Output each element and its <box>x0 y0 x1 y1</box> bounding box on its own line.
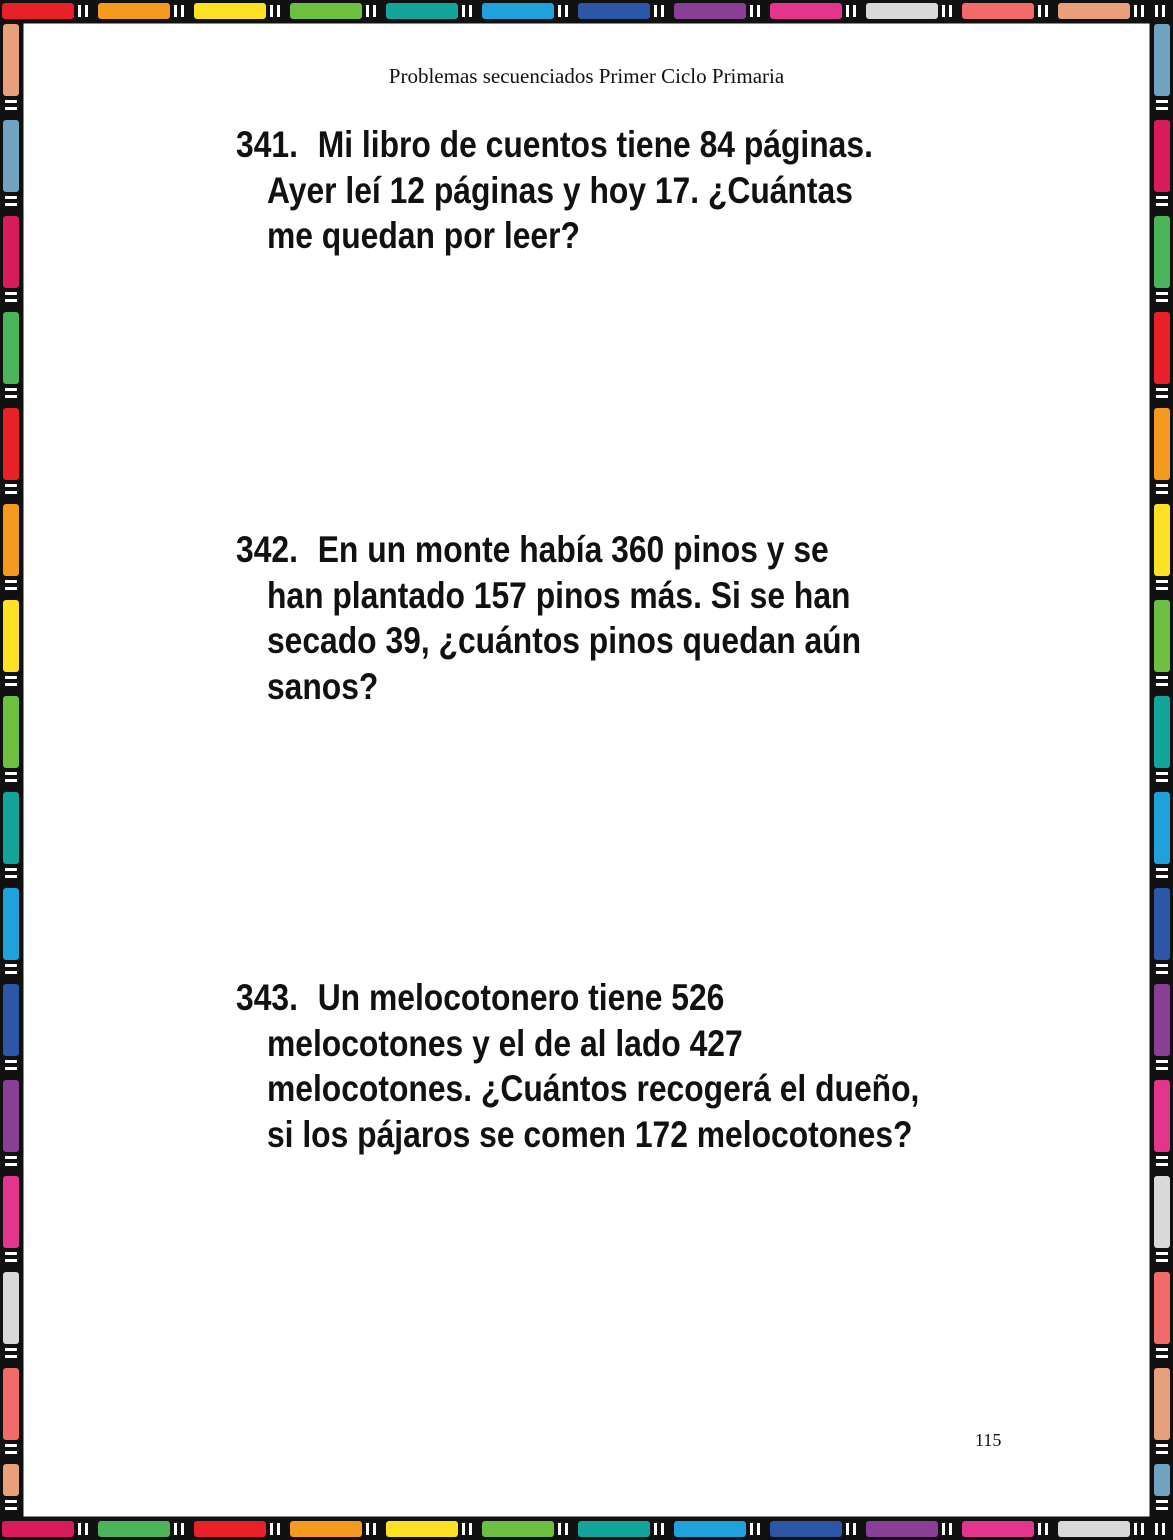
border-tick <box>366 1523 369 1535</box>
border-tick <box>85 5 88 17</box>
border-tick <box>1156 1163 1168 1166</box>
problem-text-line: han plantado 157 pinos más. Si se han <box>266 574 851 616</box>
border-tick <box>1156 1252 1168 1255</box>
border-segment <box>1154 1464 1170 1496</box>
border-segment <box>1154 888 1170 960</box>
border-tick <box>5 1444 17 1447</box>
border-segment <box>386 3 458 19</box>
border-segment <box>3 312 19 384</box>
problem-text-line: melocotones. ¿Cuántos recogerá el dueño, <box>266 1068 920 1109</box>
border-tick <box>1156 1060 1168 1063</box>
border-tick <box>270 1523 273 1535</box>
border-tick <box>942 1523 945 1535</box>
problem-text-line: En un monte había 360 pinos y se <box>317 529 829 570</box>
border-tick <box>1156 395 1168 398</box>
border-tick <box>277 5 280 17</box>
border-tick <box>5 196 17 199</box>
border-tick <box>1156 875 1168 878</box>
border-tick <box>5 971 17 974</box>
border-tick <box>1156 203 1168 206</box>
border-tick <box>174 5 177 17</box>
border-tick <box>1162 5 1165 17</box>
border-tick <box>1156 971 1168 974</box>
border-tick <box>5 683 17 686</box>
border-tick <box>1045 1523 1048 1535</box>
border-segment <box>2 3 74 19</box>
border-tick <box>1156 580 1168 583</box>
border-segment <box>1154 984 1170 1056</box>
border-tick <box>1156 100 1168 103</box>
border-tick <box>373 1523 376 1535</box>
border-segment <box>3 984 19 1056</box>
border-tick <box>654 1523 657 1535</box>
border-segment <box>3 1272 19 1344</box>
border-segment <box>1058 1521 1130 1537</box>
border-tick <box>1134 1523 1137 1535</box>
border-segment <box>3 1464 19 1496</box>
border-tick <box>5 580 17 583</box>
problem-text-line: si los pájaros se comen 172 melocotones? <box>266 1113 913 1155</box>
border-tick <box>558 5 561 17</box>
border-segment <box>1154 696 1170 768</box>
border-tick <box>1156 964 1168 967</box>
border-tick <box>661 5 664 17</box>
border-tick <box>1156 1451 1168 1454</box>
problem-text-line: Mi libro de cuentos tiene 84 páginas. <box>317 124 873 165</box>
border-tick <box>5 868 17 871</box>
page-number: 115 <box>975 1430 1002 1450</box>
border-tick <box>469 1523 472 1535</box>
border-segment <box>1154 792 1170 864</box>
border-tick <box>462 5 465 17</box>
border-tick <box>1156 1500 1168 1503</box>
border-tick <box>1156 683 1168 686</box>
border-tick <box>270 5 273 17</box>
border-tick <box>942 5 945 17</box>
border-segment <box>1154 1368 1170 1440</box>
border-tick <box>1156 779 1168 782</box>
border-segment <box>290 3 362 19</box>
border-tick <box>661 1523 664 1535</box>
border-segment <box>866 3 938 19</box>
border-segment <box>1154 1080 1170 1152</box>
problem-number: 343. <box>236 977 298 1018</box>
border-segment <box>674 1521 746 1537</box>
border-tick <box>1156 1348 1168 1351</box>
border-tick <box>1156 299 1168 302</box>
border-tick <box>949 5 952 17</box>
border-segment <box>386 1521 458 1537</box>
border-tick <box>5 772 17 775</box>
border-tick <box>757 5 760 17</box>
problem-342 <box>236 527 976 709</box>
border-tick <box>5 1507 17 1510</box>
border-tick <box>1156 1156 1168 1159</box>
border-tick <box>373 5 376 17</box>
border-tick <box>1155 1523 1158 1535</box>
border-segment <box>1154 216 1170 288</box>
border-tick <box>5 1252 17 1255</box>
problem-343 <box>236 975 976 1157</box>
border-tick <box>750 5 753 17</box>
border-segment <box>1154 1176 1170 1248</box>
border-segment <box>1058 3 1130 19</box>
border-tick <box>5 1355 17 1358</box>
border-tick <box>1156 868 1168 871</box>
border-tick <box>5 491 17 494</box>
border-segment <box>674 3 746 19</box>
problem-number: 341. <box>236 124 298 165</box>
border-segment <box>98 3 170 19</box>
border-tick <box>5 1060 17 1063</box>
problem-text-line: Un melocotonero tiene 526 <box>317 977 725 1018</box>
border-segment <box>962 3 1034 19</box>
border-tick <box>5 1156 17 1159</box>
problem-text-line: sanos? <box>266 665 379 707</box>
border-tick <box>1156 388 1168 391</box>
border-segment <box>1154 600 1170 672</box>
border-tick <box>5 875 17 878</box>
border-segment <box>2 1521 74 1537</box>
border-tick <box>5 484 17 487</box>
border-tick <box>1045 5 1048 17</box>
border-tick <box>1156 1507 1168 1510</box>
border-segment <box>194 1521 266 1537</box>
border-tick <box>1038 5 1041 17</box>
border-tick <box>1038 1523 1041 1535</box>
border-tick <box>654 5 657 17</box>
border-tick <box>78 5 81 17</box>
border-tick <box>5 395 17 398</box>
border-tick <box>1156 491 1168 494</box>
border-tick <box>1156 484 1168 487</box>
border-segment <box>3 1176 19 1248</box>
problem-341 <box>236 122 976 259</box>
border-tick <box>366 5 369 17</box>
border-tick <box>5 676 17 679</box>
border-segment <box>482 3 554 19</box>
problem-text-line: Ayer leí 12 páginas y hoy 17. ¿Cuántas <box>266 169 853 211</box>
border-tick <box>5 1348 17 1351</box>
border-segment <box>3 696 19 768</box>
border-tick <box>5 100 17 103</box>
border-segment <box>770 1521 842 1537</box>
page-header: Problemas secuenciados Primer Ciclo Primaria <box>388 64 785 88</box>
border-segment <box>3 1368 19 1440</box>
border-tick <box>5 292 17 295</box>
border-tick <box>5 779 17 782</box>
problem-number: 342. <box>236 529 298 570</box>
border-segment <box>1154 1272 1170 1344</box>
border-segment <box>98 1521 170 1537</box>
border-tick <box>1141 5 1144 17</box>
border-segment <box>3 888 19 960</box>
border-tick <box>1156 676 1168 679</box>
border-segment <box>866 1521 938 1537</box>
border-tick <box>853 1523 856 1535</box>
border-tick <box>1156 1355 1168 1358</box>
border-tick <box>5 1067 17 1070</box>
border-segment <box>578 1521 650 1537</box>
border-segment <box>1154 312 1170 384</box>
border-tick <box>5 299 17 302</box>
border-segment <box>3 600 19 672</box>
border-tick <box>565 5 568 17</box>
border-tick <box>174 1523 177 1535</box>
border-tick <box>469 5 472 17</box>
border-tick <box>750 1523 753 1535</box>
border-segment <box>1154 504 1170 576</box>
border-segment <box>3 120 19 192</box>
border-segment <box>1154 120 1170 192</box>
border-tick <box>949 1523 952 1535</box>
border-tick <box>5 587 17 590</box>
border-tick <box>5 388 17 391</box>
border-tick <box>565 1523 568 1535</box>
border-tick <box>462 1523 465 1535</box>
border-segment <box>3 504 19 576</box>
border-segment <box>482 1521 554 1537</box>
border-tick <box>1156 1444 1168 1447</box>
border-tick <box>181 5 184 17</box>
border-segment <box>3 1080 19 1152</box>
border-tick <box>757 1523 760 1535</box>
border-tick <box>1156 1259 1168 1262</box>
border-tick <box>5 1259 17 1262</box>
border-tick <box>5 107 17 110</box>
border-tick <box>1156 587 1168 590</box>
border-segment <box>3 792 19 864</box>
border-tick <box>1156 107 1168 110</box>
border-tick <box>5 1500 17 1503</box>
border-segment <box>962 1521 1034 1537</box>
border-tick <box>558 1523 561 1535</box>
border-tick <box>5 203 17 206</box>
border-tick <box>1162 1523 1165 1535</box>
border-segment <box>578 3 650 19</box>
border-tick <box>277 1523 280 1535</box>
border-tick <box>85 1523 88 1535</box>
border-tick <box>846 5 849 17</box>
border-tick <box>78 1523 81 1535</box>
border-segment <box>1154 408 1170 480</box>
problem-text-line: me quedan por leer? <box>266 215 580 256</box>
border-segment <box>3 408 19 480</box>
border-tick <box>1156 772 1168 775</box>
border-segment <box>194 3 266 19</box>
border-segment <box>290 1521 362 1537</box>
border-tick <box>1134 5 1137 17</box>
border-tick <box>1156 196 1168 199</box>
border-tick <box>1156 292 1168 295</box>
border-tick <box>846 1523 849 1535</box>
border-tick <box>181 1523 184 1535</box>
border-tick <box>5 1451 17 1454</box>
border-tick <box>5 1163 17 1166</box>
border-tick <box>5 964 17 967</box>
border-tick <box>1141 1523 1144 1535</box>
border-tick <box>1156 1067 1168 1070</box>
border-tick <box>853 5 856 17</box>
problem-text-line: secado 39, ¿cuántos pinos quedan aún <box>266 620 862 661</box>
problem-text-line: melocotones y el de al lado 427 <box>266 1022 743 1064</box>
border-tick <box>1155 5 1158 17</box>
border-segment <box>3 216 19 288</box>
border-segment <box>770 3 842 19</box>
